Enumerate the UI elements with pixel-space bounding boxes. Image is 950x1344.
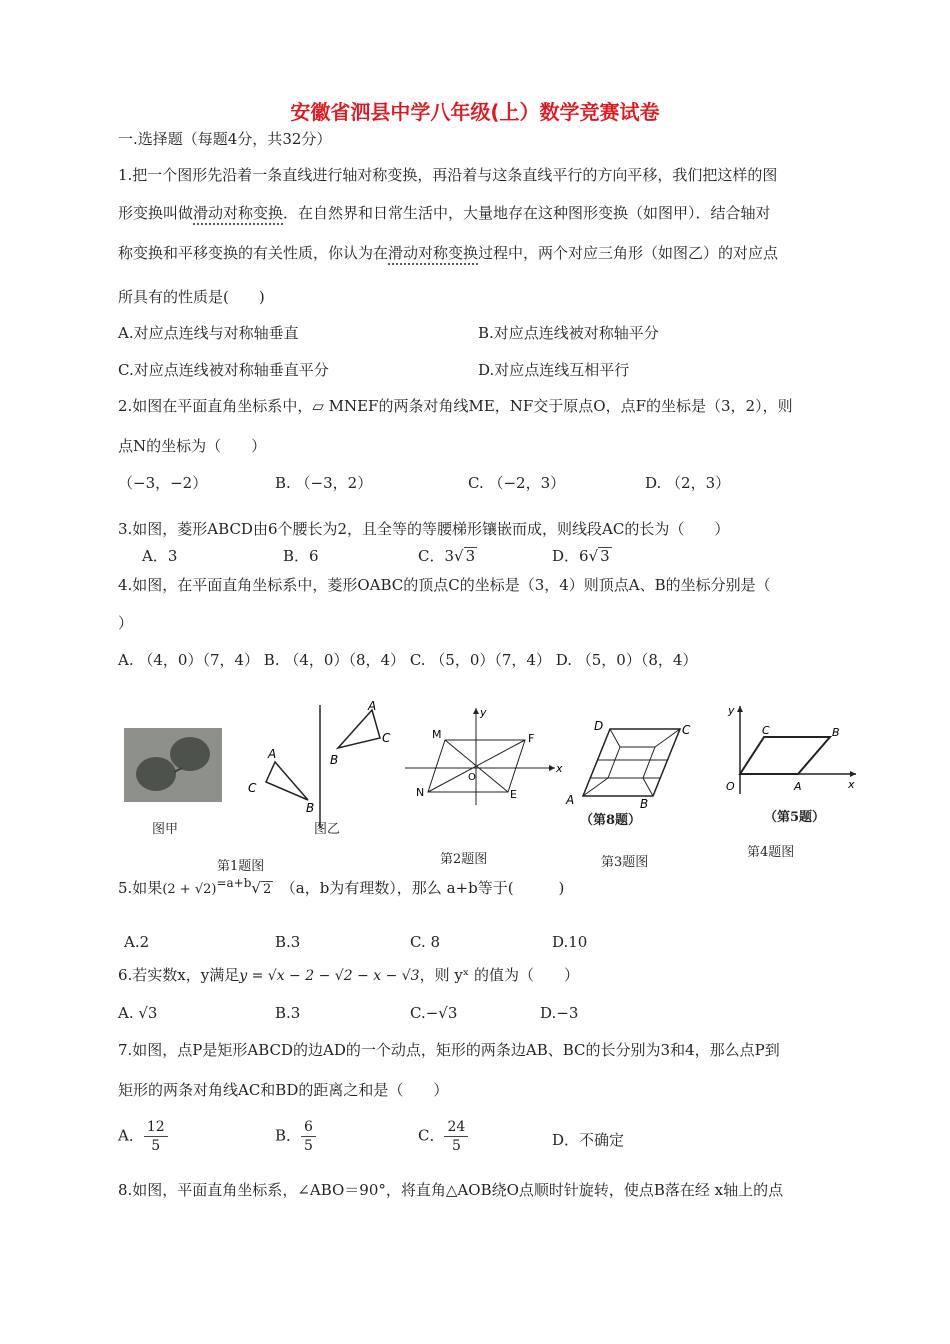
q1-line2: 形变换叫做滑动对称变换．在自然界和日常生活中，大量地存在这种图形变换（如图甲）．结合轴对: [118, 204, 771, 222]
label-n: N: [416, 786, 425, 799]
q3-option-b: B．6: [283, 547, 319, 565]
q1-line3: 称变换和平移变换的有关性质，你认为在滑动对称变换过程中，两个对应三角形（如图乙）的对应点: [118, 244, 779, 262]
q6-option-c: C.−√3: [410, 1004, 458, 1022]
fig4-caption: 第4题图: [747, 845, 795, 860]
label-b3: B: [640, 797, 649, 811]
q5-option-b: B.3: [275, 933, 301, 951]
q4-options: A. （4，0）（7，4） B. （4，0）（8，4） C. （5，0）（7，4） D. （5，0）（8，4）: [118, 651, 698, 669]
axis-x4: x: [848, 778, 855, 791]
label-d: D: [594, 719, 604, 733]
q1-option-b: B.对应点连线被对称轴平分: [478, 324, 659, 342]
q4-line1: 4.如图，在平面直角坐标系中，菱形OABC的顶点C的坐标是（3，4）则顶点A、B的坐标分别是（: [118, 576, 771, 594]
label-a2: A: [368, 700, 377, 713]
fig-yi-diagram: [240, 700, 420, 830]
label-a4: A: [794, 780, 802, 793]
label-m: M: [432, 728, 442, 741]
q1-line4: 所具有的性质是( ): [118, 288, 265, 306]
fig2-caption: 第2题图: [440, 852, 488, 867]
q2-line2: 点N的坐标为（ ）: [118, 437, 267, 455]
label-c4: C: [762, 724, 770, 737]
label-a1: A: [268, 747, 277, 761]
q5-option-a: A.2: [124, 933, 150, 951]
q7-option-a: A． $\frac{12}{5}$: [118, 1118, 168, 1155]
label-b2: B: [330, 753, 339, 767]
q8-line1: 8.如图，平面直角坐标系，∠ABO＝90°，将直角△AOB绕O点顺时针旋转，使点B落在经 x轴上的点: [118, 1181, 784, 1199]
q1-term-2: 滑动对称变换: [388, 244, 479, 262]
q1-option-a: A.对应点连线与对称轴垂直: [118, 324, 299, 342]
fig-jia-label: 图甲: [152, 822, 179, 837]
axis-y4: y: [728, 704, 735, 717]
label-e: E: [510, 788, 517, 801]
axis-x: x: [556, 762, 563, 775]
q7-option-c: C． $\frac{24}{5}$: [418, 1118, 468, 1155]
q7-option-b: B． $\frac{6}{5}$: [275, 1118, 316, 1155]
page-title: 安徽省泗县中学八年级(上）数学竞赛试卷: [290, 100, 660, 124]
label-c2: C: [382, 731, 391, 745]
label-c1: C: [248, 781, 257, 795]
q2-option-d: D. （2，3）: [645, 474, 731, 492]
fig5-label: （第5题）: [764, 810, 826, 825]
q5-option-d: D.10: [552, 933, 588, 951]
label-o: O: [468, 772, 476, 783]
fig3-caption: 第3题图: [601, 855, 649, 870]
q5-option-c: C. 8: [410, 933, 441, 951]
label-b4: B: [832, 726, 840, 739]
q3-line1: 3.如图，菱形ABCD由6个腰长为2，且全等的等腰梯形镶嵌而成，则线段AC的长为（ ）: [118, 520, 730, 538]
q2-line1: 2.如图在平面直角坐标系中，▱ MNEF的两条对角线ME，NF交于原点O，点F的坐标是（3，2），则: [118, 397, 793, 415]
q6-expression: y = √x − 2 − √2 − x − √3: [239, 968, 420, 984]
q7-line2: 矩形的两条对角线AC和BD的距离之和是（ ）: [118, 1081, 449, 1099]
q2-option-b: B. （−3，2）: [275, 474, 373, 492]
fig3-diagram: [560, 712, 700, 817]
label-a3: A: [566, 793, 575, 807]
q7-line1: 7.如图，点P是矩形ABCD的边AD的一个动点，矩形的两条边AB、BC的长分别为3和4，那么点P到: [118, 1041, 780, 1059]
label-c3: C: [682, 723, 691, 737]
label-b1: B: [306, 801, 315, 815]
fig1-caption: 第1题图: [217, 859, 265, 874]
fig-yi-label: 图乙: [314, 822, 341, 837]
q2-option-a: （−3，−2）: [118, 474, 208, 492]
fig8-label: （第8题）: [580, 813, 642, 828]
axis-y: y: [480, 706, 487, 719]
q2-option-c: C. （−2，3）: [468, 474, 566, 492]
label-f: F: [528, 732, 535, 745]
q6-option-a: A. √3: [118, 1004, 158, 1022]
q1-line1: 1.把一个图形先沿着一条直线进行轴对称变换，再沿着与这条直线平行的方向平移，我们把这样的图: [118, 166, 778, 184]
q4-line2: ）: [118, 614, 134, 632]
q3-option-a: A．3: [142, 547, 178, 565]
label-o4: O: [726, 780, 735, 793]
q6-option-b: B.3: [275, 1004, 301, 1022]
q1-option-d: D.对应点连线互相平行: [478, 361, 630, 379]
q3-option-d: D．6√ 3: [552, 547, 610, 565]
q7-option-d: D．不确定: [552, 1131, 625, 1149]
section-heading: 一.选择题（每题4分，共32分）: [118, 130, 332, 148]
leaf-image: [124, 728, 222, 802]
fig4-diagram: [718, 700, 863, 800]
q1-term: 滑动对称变换: [193, 204, 284, 222]
q5-line: 5.如果$(2 + √2)^{=a+b}√$ 2 （a，b为有理数），那么 a+b等于( ): [118, 876, 565, 897]
q6-option-d: D.−3: [540, 1004, 579, 1022]
fig2-diagram: [400, 700, 565, 810]
q3-option-c: C．3√ 3: [418, 547, 476, 565]
q1-option-c: C.对应点连线被对称轴垂直平分: [118, 361, 329, 379]
q6-line: 6.若实数x，y满足y = √x − 2 − √2 − x − √3，则 yˣ 的值为（ ）: [118, 966, 579, 984]
fig-jia-photo: [124, 728, 222, 802]
